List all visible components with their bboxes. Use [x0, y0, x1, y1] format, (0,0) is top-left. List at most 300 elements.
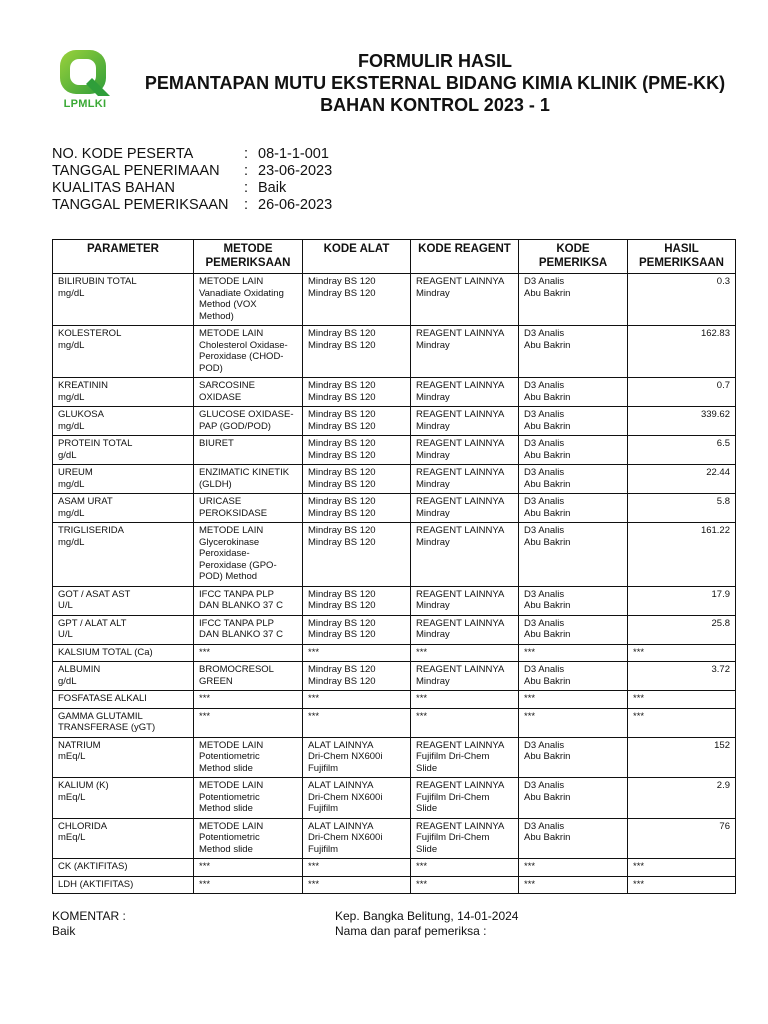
- cell-alat: [303, 407, 411, 436]
- cell-line: D3 Analis: [524, 525, 565, 536]
- cell-line: Mindray BS 120: [308, 525, 376, 536]
- cell-pemeriksa: [519, 818, 628, 859]
- cell-line: Mindray BS 120: [308, 664, 376, 675]
- cell-line: Abu Bakrin: [524, 478, 571, 490]
- cell-parameter: [53, 274, 194, 326]
- cell-line: REAGENT LAINNYA: [416, 739, 505, 751]
- meta-label: TANGGAL PENERIMAAN: [52, 163, 220, 179]
- cell-line: Peroxidase-: [199, 548, 250, 559]
- meta-value: Baik: [258, 180, 287, 196]
- cell-metode: [194, 407, 303, 436]
- cell-line: LDH (AKTIFITAS): [58, 878, 134, 890]
- cell-line: ***: [199, 710, 211, 722]
- cell-line: ***: [416, 878, 428, 890]
- cell-line: DAN BLANKO 37 C: [199, 629, 283, 640]
- cell-pemeriksa: [519, 465, 628, 494]
- cell-line: ***: [524, 861, 536, 872]
- meta-row: TANGGAL PEMERIKSAAN : 26-06-2023: [52, 197, 333, 213]
- cell-line: Mindray: [416, 536, 450, 548]
- cell-hasil: 0.7: [628, 378, 736, 407]
- cell-line: KREATININ: [58, 380, 108, 391]
- meta-value: 26-06-2023: [258, 197, 333, 213]
- cell-hasil: 25.8: [628, 615, 736, 644]
- cell-line: KALSIUM TOTAL (Ca): [58, 646, 153, 658]
- cell-line: Potentiometric: [199, 791, 260, 803]
- cell-line: REAGENT LAINNYA: [416, 617, 505, 629]
- cell-line: g/dL: [58, 675, 77, 687]
- cell-line: Mindray: [416, 507, 450, 519]
- cell-line: Mindray: [416, 420, 450, 432]
- cell-line: Method slide: [199, 843, 253, 855]
- cell-line: Method (VOX: [199, 299, 257, 310]
- cell-line: REAGENT LAINNYA: [416, 664, 505, 675]
- meta-label: KUALITAS BAHAN: [52, 180, 176, 196]
- cell-parameter: [53, 778, 194, 819]
- cell-hasil: 17.9: [628, 586, 736, 615]
- cell-line: g/dL: [58, 449, 77, 461]
- cell-line: D3 Analis: [524, 780, 565, 791]
- table-row: [53, 737, 736, 778]
- cell-line: Abu Bakrin: [524, 832, 571, 843]
- cell-reagent: [411, 859, 519, 877]
- cell-line: Fujifilm: [308, 843, 339, 855]
- cell-alat: [303, 378, 411, 407]
- cell-hasil: ***: [628, 859, 736, 877]
- table-row: [53, 691, 736, 709]
- cell-alat: [303, 708, 411, 737]
- cell-metode: [194, 737, 303, 778]
- cell-line: METODE LAIN: [199, 780, 264, 791]
- cell-line: D3 Analis: [524, 409, 565, 420]
- cell-line: D3 Analis: [524, 438, 565, 449]
- cell-line: ***: [199, 878, 211, 890]
- cell-line: ***: [308, 710, 320, 722]
- cell-line: Mindray BS 120: [308, 328, 376, 339]
- cell-line: Mindray BS 120: [308, 287, 376, 299]
- cell-metode: [194, 523, 303, 587]
- cell-line: Abu Bakrin: [524, 507, 571, 519]
- cell-parameter: [53, 586, 194, 615]
- cell-parameter: [53, 691, 194, 709]
- cell-line: REAGENT LAINNYA: [416, 525, 505, 536]
- cell-line: KALIUM (K): [58, 780, 109, 791]
- cell-line: Abu Bakrin: [524, 600, 571, 611]
- cell-metode: [194, 778, 303, 819]
- cell-alat: [303, 436, 411, 465]
- cell-metode: [194, 465, 303, 494]
- cell-line: Peroxidase (GPO-: [199, 559, 277, 571]
- participant-meta: [52, 146, 332, 214]
- cell-reagent: [411, 662, 519, 691]
- cell-line: URICASE: [199, 496, 242, 507]
- cell-alat: [303, 465, 411, 494]
- cell-metode: [194, 494, 303, 523]
- cell-line: mEq/L: [58, 751, 86, 762]
- cell-line: Mindray BS 120: [308, 588, 376, 600]
- cell-line: POD): [199, 362, 223, 374]
- lpmlki-logo: [54, 46, 116, 112]
- cell-line: Mindray BS 120: [308, 438, 376, 449]
- table-row: [53, 778, 736, 819]
- cell-pemeriksa: [519, 615, 628, 644]
- table-row: [53, 586, 736, 615]
- meta-label: TANGGAL PEMERIKSAAN: [52, 197, 229, 213]
- cell-line: ***: [524, 693, 536, 704]
- cell-line: Dri-Chem NX600i: [308, 832, 383, 843]
- cell-line: Slide: [416, 843, 438, 855]
- cell-metode: [194, 436, 303, 465]
- cell-line: (GLDH): [199, 478, 232, 490]
- cell-alat: [303, 326, 411, 378]
- cell-line: D3 Analis: [524, 664, 565, 675]
- cell-alat: [303, 644, 411, 662]
- cell-line: ***: [308, 861, 320, 872]
- cell-line: BILIRUBIN TOTAL: [58, 276, 137, 287]
- cell-hasil: 6.5: [628, 436, 736, 465]
- cell-pemeriksa: [519, 326, 628, 378]
- cell-line: Mindray BS 120: [308, 391, 376, 403]
- cell-line: Mindray BS 120: [308, 536, 376, 548]
- cell-line: Potentiometric: [199, 751, 260, 762]
- meta-row: NO. KODE PESERTA : 08-1-1-001: [52, 146, 329, 162]
- cell-line: REAGENT LAINNYA: [416, 467, 505, 478]
- cell-reagent: [411, 615, 519, 644]
- cell-parameter: [53, 615, 194, 644]
- cell-metode: [194, 615, 303, 644]
- cell-line: Method slide: [199, 762, 253, 774]
- cell-line: BROMOCRESOL: [199, 664, 274, 675]
- cell-line: Mindray: [416, 675, 450, 687]
- header-metode: METODE PEMERIKSAAN: [194, 240, 303, 274]
- table-row: [53, 274, 736, 326]
- cell-line: mEq/L: [58, 791, 86, 803]
- cell-pemeriksa: [519, 494, 628, 523]
- cell-hasil: 339.62: [628, 407, 736, 436]
- title-line-3: BAHAN KONTROL 2023 - 1: [320, 95, 550, 115]
- table-row: [53, 615, 736, 644]
- cell-line: TRIGLISERIDA: [58, 525, 124, 536]
- cell-alat: [303, 818, 411, 859]
- cell-hasil: 152: [628, 737, 736, 778]
- cell-line: METODE LAIN: [199, 525, 264, 536]
- cell-line: Abu Bakrin: [524, 287, 571, 299]
- cell-parameter: [53, 465, 194, 494]
- cell-line: Abu Bakrin: [524, 420, 571, 432]
- cell-line: Mindray: [416, 629, 450, 640]
- cell-reagent: [411, 494, 519, 523]
- cell-line: Fujifilm: [308, 762, 339, 774]
- cell-line: Fujifilm Dri-Chem: [416, 832, 490, 843]
- logo-q-icon: [58, 48, 112, 98]
- cell-pemeriksa: [519, 523, 628, 587]
- cell-line: Abu Bakrin: [524, 449, 571, 461]
- cell-line: ALAT LAINNYA: [308, 739, 374, 751]
- cell-line: mg/dL: [58, 420, 85, 432]
- cell-line: REAGENT LAINNYA: [416, 276, 505, 287]
- cell-line: REAGENT LAINNYA: [416, 496, 505, 507]
- cell-hasil: ***: [628, 876, 736, 894]
- cell-line: Glycerokinase: [199, 536, 260, 548]
- cell-reagent: [411, 737, 519, 778]
- cell-line: ***: [416, 710, 428, 722]
- cell-line: Dri-Chem NX600i: [308, 751, 383, 762]
- cell-alat: [303, 859, 411, 877]
- results-table: [52, 239, 736, 894]
- cell-line: D3 Analis: [524, 380, 565, 391]
- cell-pemeriksa: [519, 436, 628, 465]
- cell-reagent: [411, 523, 519, 587]
- cell-reagent: [411, 708, 519, 737]
- cell-alat: [303, 494, 411, 523]
- cell-line: mg/dL: [58, 391, 85, 403]
- header-kode-pemeriksa: KODE PEMERIKSA: [519, 240, 628, 274]
- cell-line: METODE LAIN: [199, 328, 264, 339]
- cell-line: mg/dL: [58, 507, 85, 519]
- cell-line: GOT / ASAT AST: [58, 588, 131, 600]
- cell-line: SARCOSINE: [199, 380, 255, 391]
- cell-alat: [303, 586, 411, 615]
- cell-line: D3 Analis: [524, 276, 565, 287]
- cell-line: Slide: [416, 762, 438, 774]
- cell-metode: [194, 818, 303, 859]
- cell-alat: [303, 778, 411, 819]
- cell-line: ASAM URAT: [58, 496, 113, 507]
- cell-line: D3 Analis: [524, 496, 565, 507]
- cell-metode: [194, 326, 303, 378]
- cell-line: Abu Bakrin: [524, 675, 571, 687]
- cell-line: OXIDASE: [199, 391, 242, 403]
- cell-alat: [303, 737, 411, 778]
- cell-alat: [303, 876, 411, 894]
- cell-pemeriksa: [519, 644, 628, 662]
- cell-line: Abu Bakrin: [524, 339, 571, 351]
- cell-hasil: 22.44: [628, 465, 736, 494]
- meta-row: TANGGAL PENERIMAAN : 23-06-2023: [52, 163, 333, 179]
- cell-line: D3 Analis: [524, 588, 565, 600]
- cell-pemeriksa: [519, 859, 628, 877]
- cell-line: ***: [416, 646, 428, 658]
- cell-line: ALBUMIN: [58, 664, 101, 675]
- table-row: [53, 436, 736, 465]
- signature-label: Nama dan paraf pemeriksa :: [335, 924, 487, 938]
- cell-parameter: [53, 378, 194, 407]
- cell-line: CK (AKTIFITAS): [58, 861, 128, 872]
- cell-line: Mindray BS 120: [308, 449, 376, 461]
- cell-line: REAGENT LAINNYA: [416, 780, 505, 791]
- cell-line: Fujifilm Dri-Chem: [416, 751, 490, 762]
- meta-value: 23-06-2023: [258, 163, 333, 179]
- cell-line: TRANSFERASE (yGT): [58, 722, 156, 733]
- cell-line: ALAT LAINNYA: [308, 780, 374, 791]
- cell-line: mg/dL: [58, 339, 85, 351]
- cell-line: Mindray BS 120: [308, 276, 376, 287]
- cell-line: Abu Bakrin: [524, 751, 571, 762]
- cell-metode: [194, 274, 303, 326]
- cell-pemeriksa: [519, 737, 628, 778]
- cell-alat: [303, 523, 411, 587]
- cell-line: mg/dL: [58, 536, 85, 548]
- cell-line: CHLORIDA: [58, 820, 108, 832]
- cell-reagent: [411, 465, 519, 494]
- table-row: [53, 644, 736, 662]
- cell-pemeriksa: [519, 708, 628, 737]
- cell-parameter: [53, 523, 194, 587]
- cell-line: GAMMA GLUTAMIL: [58, 710, 143, 722]
- cell-line: PAP (GOD/POD): [199, 420, 271, 432]
- cell-line: Mindray: [416, 287, 450, 299]
- cell-pemeriksa: [519, 407, 628, 436]
- cell-parameter: [53, 662, 194, 691]
- cell-hasil: 0.3: [628, 274, 736, 326]
- cell-metode: [194, 662, 303, 691]
- cell-pemeriksa: [519, 378, 628, 407]
- cell-hasil: 2.9: [628, 778, 736, 819]
- cell-metode: [194, 691, 303, 709]
- cell-metode: [194, 708, 303, 737]
- cell-line: Abu Bakrin: [524, 391, 571, 403]
- cell-hasil: 76: [628, 818, 736, 859]
- cell-line: METODE LAIN: [199, 739, 264, 751]
- cell-pemeriksa: [519, 778, 628, 819]
- cell-line: Dri-Chem NX600i: [308, 791, 383, 803]
- cell-line: U/L: [58, 600, 73, 611]
- cell-reagent: [411, 691, 519, 709]
- cell-line: Abu Bakrin: [524, 791, 571, 803]
- title-line-2: PEMANTAPAN MUTU EKSTERNAL BIDANG KIMIA KLINIK (PME-KK): [144, 73, 726, 93]
- cell-reagent: [411, 876, 519, 894]
- cell-line: Peroxidase (CHOD-: [199, 351, 284, 362]
- cell-hasil: 3.72: [628, 662, 736, 691]
- cell-line: ***: [199, 693, 211, 704]
- cell-alat: [303, 615, 411, 644]
- header-kode-reagent: KODE REAGENT: [411, 240, 519, 274]
- cell-line: REAGENT LAINNYA: [416, 409, 505, 420]
- cell-line: Mindray BS 120: [308, 409, 376, 420]
- cell-line: Abu Bakrin: [524, 629, 571, 640]
- cell-line: D3 Analis: [524, 739, 565, 751]
- meta-value: 08-1-1-001: [258, 146, 329, 162]
- cell-reagent: [411, 818, 519, 859]
- cell-parameter: [53, 737, 194, 778]
- cell-line: mEq/L: [58, 832, 86, 843]
- cell-alat: [303, 691, 411, 709]
- cell-hasil: 162.83: [628, 326, 736, 378]
- cell-line: REAGENT LAINNYA: [416, 820, 505, 832]
- cell-line: IFCC TANPA PLP: [199, 588, 274, 600]
- cell-line: REAGENT LAINNYA: [416, 328, 505, 339]
- cell-reagent: [411, 407, 519, 436]
- cell-parameter: [53, 407, 194, 436]
- cell-line: Mindray BS 120: [308, 467, 376, 478]
- cell-parameter: [53, 876, 194, 894]
- cell-line: ***: [524, 710, 536, 722]
- cell-line: Mindray: [416, 478, 450, 490]
- cell-metode: [194, 644, 303, 662]
- cell-line: REAGENT LAINNYA: [416, 588, 505, 600]
- cell-line: REAGENT LAINNYA: [416, 438, 505, 449]
- table-header-row: [53, 240, 736, 274]
- cell-reagent: [411, 274, 519, 326]
- cell-hasil: 161.22: [628, 523, 736, 587]
- cell-line: ***: [308, 693, 320, 704]
- cell-hasil: ***: [628, 708, 736, 737]
- cell-line: Mindray BS 120: [308, 600, 376, 611]
- cell-reagent: [411, 378, 519, 407]
- cell-line: BIURET: [199, 438, 234, 449]
- cell-line: METODE LAIN: [199, 820, 264, 832]
- cell-line: Cholesterol Oxidase-: [199, 339, 288, 351]
- cell-line: U/L: [58, 629, 73, 640]
- cell-line: Fujifilm: [308, 803, 339, 814]
- cell-line: NATRIUM: [58, 739, 101, 751]
- cell-hasil: ***: [628, 691, 736, 709]
- cell-line: Slide: [416, 803, 438, 814]
- cell-reagent: [411, 326, 519, 378]
- table-row: [53, 407, 736, 436]
- comment-label: KOMENTAR :: [52, 909, 126, 923]
- cell-line: D3 Analis: [524, 820, 565, 832]
- cell-line: KOLESTEROL: [58, 328, 122, 339]
- signature-section: [335, 909, 518, 939]
- cell-line: ***: [416, 861, 428, 872]
- table-row: [53, 523, 736, 587]
- cell-parameter: [53, 859, 194, 877]
- cell-parameter: [53, 708, 194, 737]
- cell-reagent: [411, 778, 519, 819]
- cell-metode: [194, 859, 303, 877]
- header-parameter: PARAMETER: [53, 240, 194, 274]
- cell-line: Mindray: [416, 391, 450, 403]
- cell-line: REAGENT LAINNYA: [416, 380, 505, 391]
- cell-line: Vanadiate Oxidating: [199, 287, 284, 299]
- cell-line: Mindray BS 120: [308, 507, 376, 519]
- cell-line: DAN BLANKO 37 C: [199, 600, 283, 611]
- cell-line: ***: [524, 878, 536, 890]
- cell-line: mg/dL: [58, 478, 85, 490]
- cell-line: Mindray: [416, 339, 450, 351]
- cell-line: Fujifilm Dri-Chem: [416, 791, 490, 803]
- title-line-1: FORMULIR HASIL: [358, 51, 512, 71]
- cell-line: ***: [308, 878, 320, 890]
- table-row: [53, 876, 736, 894]
- cell-line: Method slide: [199, 803, 253, 814]
- cell-line: GREEN: [199, 675, 233, 687]
- cell-line: Mindray BS 120: [308, 675, 376, 687]
- cell-line: ***: [308, 646, 320, 658]
- cell-line: Mindray BS 120: [308, 617, 376, 629]
- cell-line: Abu Bakrin: [524, 536, 571, 548]
- cell-line: Mindray BS 120: [308, 380, 376, 391]
- cell-hasil: ***: [628, 644, 736, 662]
- meta-row: KUALITAS BAHAN : Baik: [52, 180, 287, 196]
- cell-line: Potentiometric: [199, 832, 260, 843]
- cell-line: Mindray BS 120: [308, 629, 376, 640]
- cell-pemeriksa: [519, 586, 628, 615]
- cell-reagent: [411, 644, 519, 662]
- cell-line: ALAT LAINNYA: [308, 820, 374, 832]
- cell-line: Mindray BS 120: [308, 339, 376, 351]
- cell-line: Method): [199, 310, 234, 322]
- cell-metode: [194, 378, 303, 407]
- cell-line: D3 Analis: [524, 467, 565, 478]
- cell-line: Mindray BS 120: [308, 496, 376, 507]
- form-title: [130, 50, 740, 116]
- logo-text: LPMLKI: [63, 98, 107, 110]
- cell-line: UREUM: [58, 467, 93, 478]
- meta-label: NO. KODE PESERTA: [52, 146, 194, 162]
- cell-parameter: [53, 818, 194, 859]
- cell-parameter: [53, 436, 194, 465]
